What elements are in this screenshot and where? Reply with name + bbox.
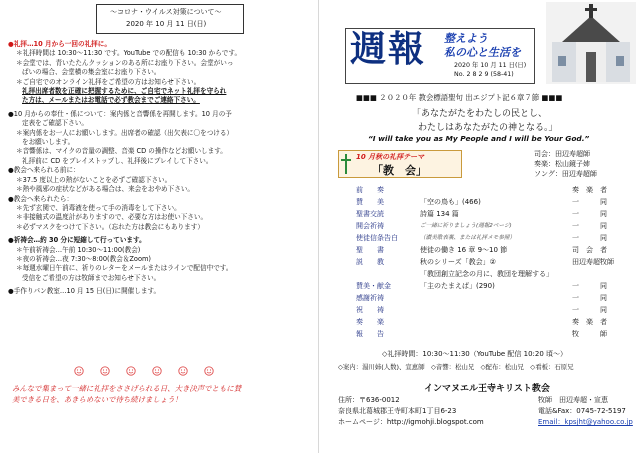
masthead-issue: No. 2 8 2 9 (58-41) <box>454 71 514 78</box>
footer-homepage[interactable]: ホームページ：http://igmohji.blogspot.com <box>338 418 484 426</box>
footer-duty: ◇案内：湯川姉(人数)、宣恵師 ◇音響：松山兄 ◇配布：松山兄 ◇看板：石原兄 <box>338 363 574 371</box>
masthead-tagline-2: 私の心と生活を <box>444 46 521 59</box>
role-label: 司会： <box>534 150 555 158</box>
order-row <box>338 244 632 256</box>
order-item: 前 奏 <box>356 186 384 194</box>
order-item: 感謝祈祷 <box>356 294 384 302</box>
order-content: 「空の鳥も」(466) <box>420 198 481 206</box>
church-illustration <box>546 2 636 84</box>
notice-line: ＊非接触式の温度計がありますので、必要な方はお使い下さい。 <box>16 213 208 222</box>
order-leader: 一 同 <box>572 210 607 218</box>
role-label: ソング： <box>534 170 562 178</box>
notice-line: 礼拝出席者数を正確に把握するために、ご自宅でネット礼拝を守られ <box>22 87 227 96</box>
smiley-icon <box>100 366 110 376</box>
footer-email[interactable]: Email：kpsjht@yahoo.co.jp <box>538 418 633 426</box>
order-leader: 田辺寿超牧師 <box>572 258 614 266</box>
role-name: 松山鏡子姉 <box>555 160 590 168</box>
role-row <box>534 170 634 180</box>
notice-line: 受信をご希望の方は牧師までお知らせ下さい。 <box>22 273 161 282</box>
notice-line: ●10 月からの奉仕・係について：案内係と音響係を再開します。10 月の予 <box>8 109 232 118</box>
footer-phone: 電話&Fax：0745-72-5197 <box>538 407 626 415</box>
order-leader: 奏 楽 者 <box>572 186 607 194</box>
notice-line: ＊礼拝時間は 10:30～11:30 です。YouTube での配信も 10:30 からです。 <box>16 49 242 58</box>
order-row <box>338 292 632 304</box>
notice-header-title: ～コロナ・ウイルス対策について～ <box>110 8 222 16</box>
verse-line-2: わたしはあなたがたの神となる。」 <box>418 123 558 133</box>
order-leader: 一 同 <box>572 306 607 314</box>
order-content: 「教団創立記念の月に、教団を理解する」 <box>420 270 553 278</box>
footer-pastor: 牧師 田辺寿超・宣恵 <box>538 396 608 404</box>
order-leader: 一 同 <box>572 198 607 206</box>
order-content: 詩篇 134 篇 <box>420 210 459 218</box>
order-item: 報 告 <box>356 330 384 338</box>
church-name: インマヌエル王寺キリスト教会 <box>424 384 550 394</box>
theme-title: 「教 会」 <box>372 164 427 177</box>
order-item: 使徒信条告白 <box>356 234 398 242</box>
notice-line: ＊必ずマスクをつけて下さい。（忘れた方は教会にもあります） <box>16 222 204 231</box>
center-divider <box>318 0 319 453</box>
order-row <box>338 208 632 220</box>
notice-list <box>8 40 300 297</box>
notice-line: ●手作りパン教室…10 月 15 日(日)に開催します。 <box>8 287 161 296</box>
order-item: 賛 美 <box>356 198 384 206</box>
footer-time: ◇礼拝時間：10:30～11:30（YouTube 配信 10:20 頃～） <box>382 350 568 358</box>
order-leader: 奏 楽 者 <box>572 318 607 326</box>
masthead-tagline-1: 整えよう <box>444 32 488 45</box>
footer-address: 奈良県北葛城郡王寺町本町1丁目6-23 <box>338 407 457 415</box>
order-leader: 一 同 <box>572 282 607 290</box>
notice-line: ＊会堂では、青いたたんクッションのある所にお座り下さい。会堂がいっ <box>16 58 234 67</box>
order-row <box>338 256 632 268</box>
notice-line: ●教会へ来られたら： <box>8 194 74 203</box>
order-row <box>338 268 632 280</box>
notice-footer-line-2: 美できる日を、あきらめないで待ち続けましょう！ <box>12 395 182 404</box>
verse-heading: ■■■ ２０２０年 教会標語聖句 出エジプト記６章７節 ■■■ <box>356 93 563 102</box>
notice-line: ●教会へ来られる前に： <box>8 166 80 175</box>
order-row <box>338 280 632 292</box>
order-leader: 一 同 <box>572 294 607 302</box>
order-row <box>338 304 632 316</box>
role-label: 奏楽： <box>534 160 555 168</box>
order-row <box>338 196 632 208</box>
order-row <box>338 316 632 328</box>
order-row <box>338 328 632 340</box>
order-content: 「主のたまえば」(290) <box>420 282 495 290</box>
notice-line: ●祈祷会…約 30 分に短縮して行っています。 <box>8 236 146 245</box>
notice-line: ＊先ず玄関で、消毒液を使って手の消毒をして下さい。 <box>16 203 181 212</box>
masthead-date: 2020 年 10 月 11 日(日) <box>454 62 527 69</box>
role-row <box>534 160 634 170</box>
order-content: （讃美歌表裏、または礼拝メモ参照） <box>420 235 516 241</box>
notice-line: をお願いします。 <box>22 138 75 147</box>
smiley-icon <box>178 366 188 376</box>
theme-cross-icon <box>339 152 353 176</box>
order-content: ご一緒に祈りましょう(週報2ページ) <box>420 223 512 229</box>
notice-line: ＊音響係は、マイクの音量の調整、音楽 CD の操作などお願いします。 <box>16 147 227 156</box>
order-row <box>338 232 632 244</box>
notice-line: ＊午前祈祷会…午前 10:30～11:00(教会) <box>16 245 141 254</box>
order-content: 秋のシリーズ「教会」② <box>420 258 496 266</box>
verse-line-1: 「あなたがたをわたしの民とし、 <box>412 109 548 119</box>
order-leader: 一 同 <box>572 222 607 230</box>
smiley-row <box>74 366 244 378</box>
masthead-title: 週報 <box>350 28 427 70</box>
order-item: 奏 楽 <box>356 318 384 326</box>
order-item: 祝 祷 <box>356 306 384 314</box>
notice-line: ＊熱や風邪の症状などがある場合は、来会をおやめ下さい。 <box>16 185 195 194</box>
role-name: 田辺寿超師 <box>561 170 597 178</box>
notice-line: ＊案内係をお一人にお願いします。出席者の確認（出欠表に〇をつける） <box>16 128 234 137</box>
smiley-icon <box>152 366 162 376</box>
notice-line: ぱいの場合、会堂横の集会室にお座り下さい。 <box>22 68 161 77</box>
order-leader: 司 会 者 <box>572 246 607 254</box>
theme-label: 10 月秋の礼拝テーマ <box>356 153 425 161</box>
notice-header-date: 2020 年 10 月 11 日(日) <box>126 20 207 28</box>
smiley-icon <box>204 366 214 376</box>
order-item: 賛美・献金 <box>356 282 391 290</box>
notice-line: ●礼拝…10 月から一回の礼拝に。 <box>8 40 111 48</box>
notice-line: た方は、メールまたはお電話で必ず教会までご連絡下さい。 <box>22 96 200 105</box>
verse-english: “I will take you as My People and I will be Your God.” <box>368 134 590 143</box>
notice-line: ＊夜の祈祷会…夜 7:30～8:00(教会＆Zoom) <box>16 254 151 263</box>
order-content: 使徒の働き 16 章 9～10 節 <box>420 246 508 254</box>
notice-line: 定表をご確認下さい。 <box>22 119 88 128</box>
role-name: 田辺寿超師 <box>555 150 590 158</box>
notice-line: ＊毎週水曜日午前に、祈りのレターをメールまたはラインで配信中です。 <box>16 264 233 273</box>
order-leader: 牧 師 <box>572 330 607 338</box>
order-item: 聖 書 <box>356 246 384 254</box>
footer-address-label: 住所：〒636-0012 <box>338 396 400 404</box>
order-item: 開会祈祷 <box>356 222 384 230</box>
smiley-icon <box>126 366 136 376</box>
order-leader: 一 同 <box>572 234 607 242</box>
smiley-icon <box>74 366 84 376</box>
service-order <box>338 184 632 340</box>
order-item: 説 教 <box>356 258 384 266</box>
order-row <box>338 220 632 232</box>
order-item: 聖書交読 <box>356 210 384 218</box>
order-row <box>338 184 632 196</box>
notice-line: ＊37.5 度以上の熱がないことを必ずご確認下さい。 <box>16 175 172 184</box>
notice-line: ＊ご自宅でのオンライン礼拝をご希望の方はお知らせ下さい。 <box>16 77 201 86</box>
notice-footer-line-1: みんなで集まって一緒に礼拝をささげられる日、大き決声でともに賛 <box>12 384 242 393</box>
role-row <box>534 150 634 160</box>
notice-line: 礼拝前に CD をプレイストップし、礼拝後にプレイして下さい。 <box>22 156 213 165</box>
service-roles <box>534 150 634 180</box>
